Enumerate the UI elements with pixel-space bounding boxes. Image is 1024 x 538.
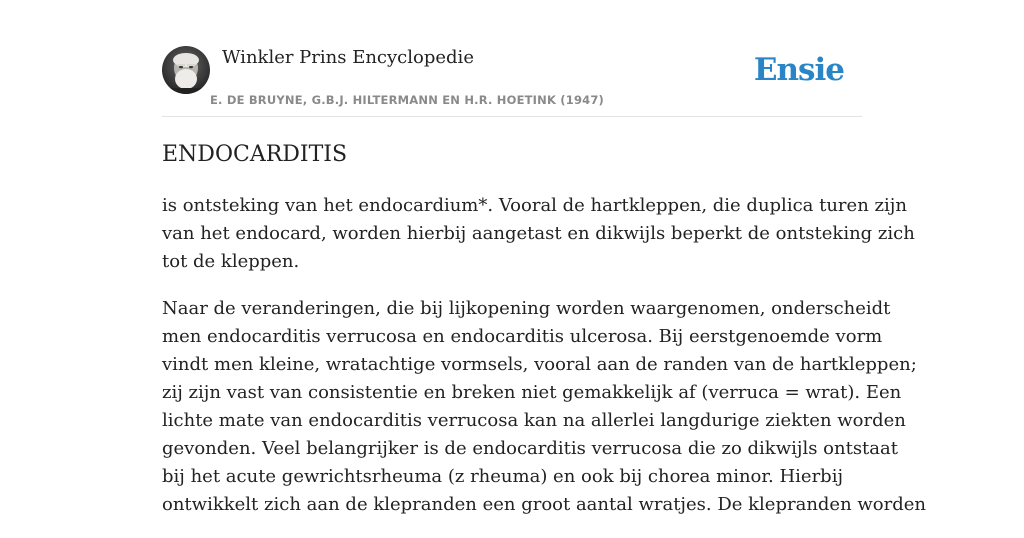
text-line: ontwikkelt zich aan de klepranden een groot aantal wratjes. De klepranden worden bbox=[162, 494, 927, 515]
text-line: zij zijn vast van consistentie en breken niet gemakkelijk af (verruca = wrat). Een bbox=[162, 382, 902, 403]
text-line: gevonden. Veel belangrijker is de endocarditis verrucosa die zo dikwijls ontstaat bbox=[162, 438, 898, 459]
book-title[interactable]: Winkler Prins Encyclopedie bbox=[222, 47, 474, 68]
text-line: lichte mate van endocarditis verrucosa kan na allerlei langdurige ziekten worden bbox=[162, 410, 906, 431]
header bbox=[162, 46, 862, 117]
brand-logo[interactable]: Ensie bbox=[753, 52, 844, 88]
text-line: tot de kleppen. bbox=[162, 251, 300, 272]
paragraph bbox=[162, 192, 915, 276]
authors-line: E. DE BRUYNE, G.B.J. HILTERMANN EN H.R. HOETINK (1947) bbox=[210, 93, 605, 107]
text-line: bij het acute gewrichtsrheuma (z rheuma) en ook bij chorea minor. Hierbij bbox=[162, 466, 844, 487]
text-line: vindt men kleine, wratachtige vormsels, vooral aan de randen van de hartkleppen; bbox=[162, 354, 917, 375]
entry-content bbox=[162, 192, 927, 538]
text-line: men endocarditis verrucosa en endocarditis ulcerosa. Bij eerstgenoemde vorm bbox=[162, 326, 883, 347]
text-line: van het endocard, worden hierbij aangetast en dikwijls beperkt de ontsteking zich bbox=[162, 223, 915, 244]
text-line: Naar de veranderingen, die bij lijkopening worden waargenomen, onderscheidt bbox=[162, 298, 891, 319]
page bbox=[162, 0, 927, 515]
text-line: is ontsteking van het endocardium*. Vooral de hartkleppen, die duplica turen zijn bbox=[162, 195, 907, 216]
paragraph bbox=[162, 295, 927, 519]
author-avatar bbox=[162, 46, 210, 94]
entry-title: ENDOCARDITIS bbox=[162, 142, 348, 167]
portrait-avatar-icon bbox=[162, 46, 210, 94]
